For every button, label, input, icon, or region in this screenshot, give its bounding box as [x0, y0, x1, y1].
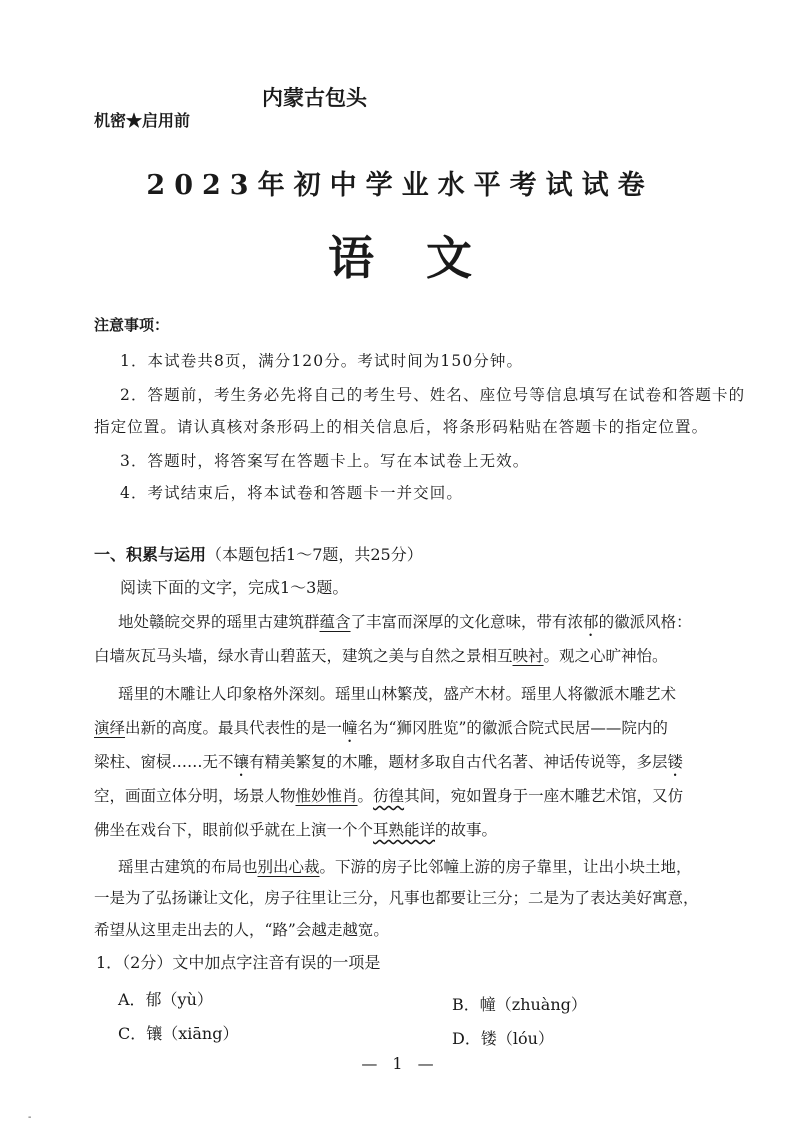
underlined-word: 映衬 — [512, 647, 544, 665]
note-item-2-cont: 指定位置。请认真核对条形码上的相关信息后，将条形码粘贴在答题卡的指定位置。 — [94, 418, 709, 436]
passage-line: 一是为了弘扬谦让文化，房子往里让三分，凡事也都要让三分；二是为了表达美好寓意， — [94, 889, 699, 907]
option-b: B．幢（zhuàng） — [452, 995, 587, 1014]
dotted-char: 镶 — [233, 753, 250, 771]
page-number: — 1 — — [361, 1054, 439, 1073]
option-c: C．镶（xiāng） — [118, 1024, 239, 1043]
note-item-4: 4．考试结束后，将本试卷和答题卡一并交回。 — [120, 484, 463, 502]
wavy-underlined-word: 彷徨 — [373, 787, 405, 805]
passage-line: 瑶里的木雕让人印象格外深刻。瑶里山林繁茂，盛产木材。瑶里人将徽派木雕艺术 — [118, 685, 677, 703]
question-1-stem: 1．（2分）文中加点字注音有误的一项是 — [96, 953, 381, 972]
dotted-char: 镂 — [667, 753, 684, 771]
passage-line: 佛坐在戏台下，眼前似乎就在上演一个个耳熟能详的故事。 — [94, 821, 498, 839]
notes-heading: 注意事项： — [94, 316, 170, 334]
underlined-word: 惟妙惟肖 — [295, 787, 358, 805]
section-heading — [94, 542, 423, 565]
note-item-3: 3．答题时，将答案写在答题卡上。写在本试卷上无效。 — [120, 452, 530, 470]
wavy-underlined-word: 耳熟能详 — [373, 821, 436, 839]
passage-line: 地处赣皖交界的瑶里古建筑群蕴含了丰富而深厚的文化意味，带有浓郁的徽派风格： — [118, 613, 692, 631]
passage-line: 希望从这里走出去的人，“路”会越走越宽。 — [94, 921, 389, 939]
section-scope: （本题包括1～7题，共25分） — [206, 545, 423, 564]
subject-title: 语文 — [328, 231, 524, 285]
dotted-char: 郁 — [583, 613, 599, 631]
underlined-word: 演绎 — [94, 719, 126, 737]
underlined-word: 别出心裁 — [257, 858, 320, 876]
exam-region: 内蒙古包头 — [262, 85, 367, 110]
note-item-2: 2．答题前，考生务必先将自己的考生号、姓名、座位号等信息填写在试卷和答题卡的 — [120, 386, 746, 404]
corner-mark: - — [28, 1112, 32, 1123]
option-a: A．郁（yù） — [118, 990, 213, 1009]
underlined-word: 蕴含 — [319, 613, 351, 631]
confidential-label: 机密★启用前 — [94, 111, 191, 130]
option-d: D．镂（lóu） — [452, 1029, 554, 1048]
passage-line: 演绎出新的高度。最具代表性的是一幢名为“狮冈胜览”的徽派合院式民居——院内的 — [94, 719, 668, 737]
dotted-char: 幢 — [342, 719, 358, 737]
note-item-1: 1．本试卷共8页，满分120分。考试时间为150分钟。 — [120, 352, 524, 370]
passage-line: 梁柱、窗棂……无不镶有精美繁复的木雕，题材多取自古代名著、神话传说等，多层镂 — [94, 753, 684, 771]
passage-line: 空，画面立体分明，场景人物惟妙惟肖。彷徨其间，宛如置身于一座木雕艺术馆，又仿 — [94, 787, 684, 805]
passage-line: 瑶里古建筑的布局也别出心裁。下游的房子比邻幢上游的房子靠里，让出小块土地， — [118, 858, 692, 876]
reading-instruction: 阅读下面的文字，完成1～3题。 — [120, 578, 349, 597]
section-title: 一、积累与运用 — [94, 545, 207, 564]
exam-title: 2023年初中学业水平考试试卷 — [146, 170, 654, 201]
passage-line: 白墙灰瓦马头墙，绿水青山碧蓝天，建筑之美与自然之景相互映衬。观之心旷神怡。 — [94, 647, 668, 665]
